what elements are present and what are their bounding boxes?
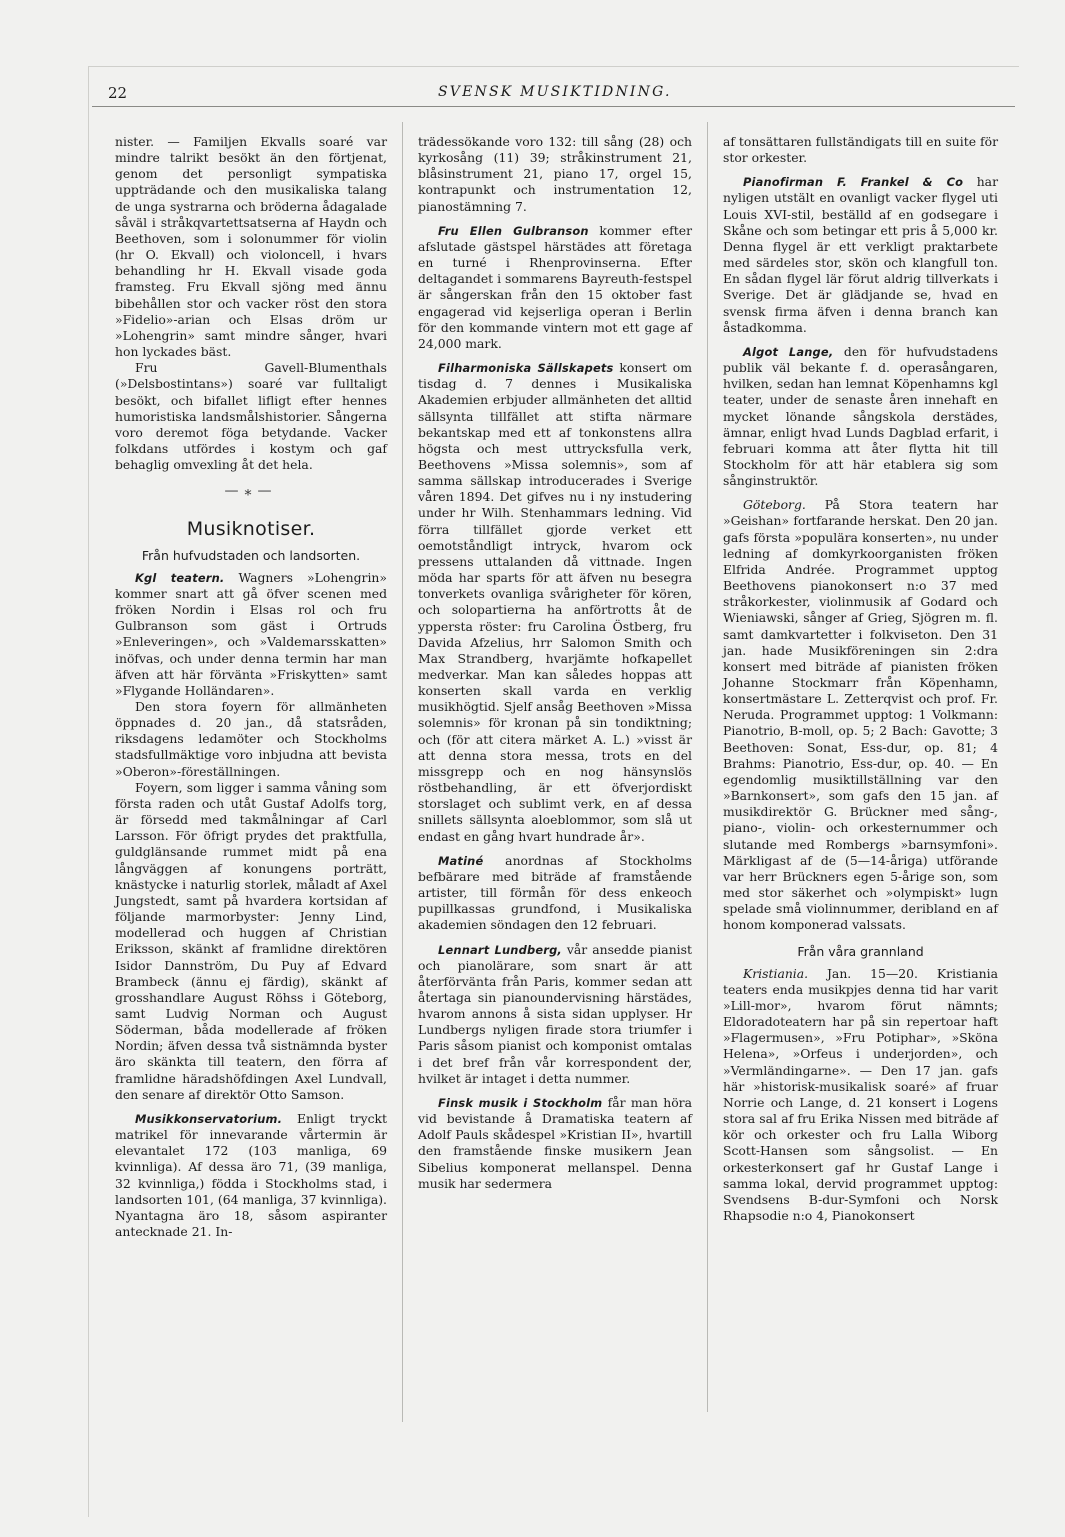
paragraph-lead: Göteborg.: [743, 497, 806, 513]
paragraph-text: den för hufvudstadens publik väl bekante f. d. operasångaren, hvilken, sedan han lemnat Köpenhamns kgl teater, under de senaste åren innehaft en mycket lönande sångskola derstädes, ämnar, enligt hvad Lunds Dagblad erfarit, i februari komma att åter flytta hit till Stockholm för att här etablera sig som sånginstruktör.: [723, 343, 998, 489]
column-2: [418, 134, 692, 1192]
column-3: [723, 134, 998, 1224]
paragraph: af tonsättaren fullständigats till en suite för stor orkester.: [723, 134, 998, 166]
paragraph-lead: Musikkonservatorium.: [135, 1111, 283, 1126]
paragraph: [418, 360, 692, 845]
paragraph-lead: Filharmoniska Sällskapets: [438, 361, 614, 376]
paragraph: [723, 497, 998, 933]
paragraph: Fru Gavell-Blumenthals (»Delsbostintans») soaré var fulltaligt besökt, och bifallet lifligt efter hennes humoristiska landsmålshistorier. Sångerna voro deremot föga betydande. Vacker folkdans utfördes i kostym och gaf behaglig omvexling åt det hela.: [115, 360, 387, 473]
subheading: Från våra grannland: [797, 943, 924, 959]
paragraph-text: Enligt tryckt matrikel för innevarande vårtermin är elevantalet 172 (103 manliga, 69 kvinnliga). Af dessa äro 71, (39 manliga, 32 kvinnliga,) födda i Stockholms stad, i landsorten 101, (64 manliga, 37 kvinnliga). Nyantagna äro 18, såsom aspiranter antecknade 21. In-: [115, 1110, 387, 1239]
header-rule: [92, 106, 1015, 107]
paragraph-lead: Kgl teatern.: [135, 570, 225, 585]
section-title: Musiknotiser.: [186, 518, 316, 541]
paragraph-text: har nyligen utstält en ovanligt vacker flygel uti Louis XVI-stil, beställd af en godsegare i Skåne och som betingar ett pris å 5,000 kr. Denna flygel är ett verkligt praktarbete med särdeles stor, skön och klangfull ton. En sådan flygel lär förut aldrig tillverkats i Sverige. Det är glädjande se, hvad en svensk firma äfven i denna branch kan åstadkomma.: [723, 174, 998, 335]
paragraph: trädessökande voro 132: till sång (28) och kyrkosång (11) 39; stråkinstrument 21, blåsinstrument 21, piano 17, orgel 15, kontrapunkt och instrumentation 12, pianostämning 7.: [418, 134, 692, 214]
column-rule: [402, 122, 403, 1422]
paragraph-lead: Matiné: [438, 853, 484, 868]
paragraph: [115, 570, 387, 699]
paragraph: Foyern, som ligger i samma våning som första raden och utåt Gustaf Adolfs torg, är försedd med takmålningar af Carl Larsson. För öfrigt prydes det praktfulla, guldglänsande rummet midt på ena långväggen af konungens porträtt, knästycke i naturlig storlek, måladt af Axel Jungstedt, samt på hvardera kortsidan af följande marmorbyster: Jenny Lind, modellerad och huggen af Christian Eriksson, skänkt af framlidne direktören Isidor Dannström, Du Puy af Edvard Brambeck (ännu ej färdig), skänkt af grosshandlare August Röhss i Göteborg, samt Ludvig Norman och August Söderman, båda modellerade af fröken Nordin; äfven dessa två sistnämnda byster äro skänkta till teatern, den förra af framlidne häradshöfdingen Axel Lundvall, den senare af direktör Otto Samson.: [115, 779, 387, 1102]
paragraph-text: kommer efter afslutade gästspel härstädes att företaga en turné i Rhenprovinserna. Efter deltagandet i sommarens Bayreuth-festspel är sångerskan från den 15 oktober fast engagerad vid kejserliga operan i Berlin för den kommande vintern mot ett gage af 24,000 mark.: [418, 222, 692, 351]
paragraph-text: får man höra vid bevistande å Dramatiska teatern af Adolf Pauls skådespel »Kristian II», hvartill den framstående finske musikern Jean Sibelius komponerat mellanspel. Denna musik har sedermera: [418, 1094, 692, 1191]
paragraph-text: På Stora teatern har »Geishan» fortfarande herskat. Den 20 jan. gafs första »populära konserten», nu under ledning af domkyrkoorganisten fröken Elfrida Andrée. Programmet upptog Beethovens pianokonsert n:o 37 med stråkorkester, violinmusik af Godard och Wieniawski, sånger af Grieg, Sjögren m. fl. samt damkvartetter i folkviseton. Den 31 jan. hade Musikföreningen sin 2:dra konsert med biträde af pianisten fröken Johanne Stockmarr från Köpenhamn, konsertmästare L. Zetterqvist och prof. Fr. Neruda. Programmet upptog: 1 Volkmann: Pianotrio, B-moll, op. 5; 2 Bach: Gavotte; 3 Beethoven: Sonat, Ess-dur, op. 81; 4 Brahms: Pianotrio, Ess-dur, op. 40. — En egendomlig musiktillställning var den »Barnkonsert», som gafs den 15 jan. af musikdirektör G. Brückner med sång-, piano-, violin- och orkesternummer och slutande med Rombergs »barnsymfoni». Märkligast af de (5—14-åriga) utförande var herr Brückners egen 5-årige son, som med stor säkerhet och »olympiskt» lugn spelade små violinnummer, deribland en af honom komponerad valssats.: [723, 497, 998, 933]
paragraph: [723, 344, 998, 489]
column-1: [115, 134, 387, 1240]
page-number: 22: [108, 84, 128, 102]
paragraph: [723, 966, 998, 1225]
paragraph-text: Wagners »Lohengrin» kommer snart att gå öfver scenen med fröken Nordin i Elsas rol och fru Gulbranson som gäst i Ortruds »Enleveringen», och »Valdemarsskatten» inöfvas, och under denna termin har man äfven att här förvänta »Friskytten» samt »Flygande Holländaren».: [115, 569, 387, 698]
paragraph-text: anordnas af Stockholms befbärare med biträde af framstående artister, till förmån för dess enkeoch pupillkassas grundfond, i Musikaliska akademien söndagen den 12 februari.: [418, 852, 692, 933]
paragraph-lead: Pianofirman F. Frankel & Co: [743, 175, 964, 190]
paragraph-lead: Lennart Lundberg,: [438, 942, 562, 957]
paragraph: [418, 942, 692, 1087]
paragraph-lead: Finsk musik i Stockholm: [438, 1095, 603, 1110]
paragraph: [418, 853, 692, 934]
running-head: SVENSK MUSIKTIDNING.: [438, 84, 672, 100]
paragraph-lead: Algot Lange,: [743, 344, 834, 359]
paragraph: [723, 174, 998, 336]
column-rule: [707, 122, 708, 1412]
paragraph-lead: Kristiania.: [743, 965, 809, 981]
ornament-divider: —⁎—: [224, 483, 278, 500]
paragraph-lead: Fru Ellen Gulbranson: [438, 223, 589, 238]
paragraph: nister. — Familjen Ekvalls soaré var mindre talrikt besökt än den förtjenat, genom det personligt sympatiska uppträdande och den musikaliska talang de unga systrarna och bröderna ådagalade såväl i stråkqvartettsatserna af Haydn och Beethoven, som i solonummer för violin (hr O. Ekvall) och violoncell, i hvars behandling hr H. Ekvall visade goda framsteg. Fru Ekvall sjöng med ännu bibehållen stor och vacker röst den stora »Fidelio»-arian och Elsas dröm ur »Lohengrin» samt mindre sånger, hvari hon lyckades bäst.: [115, 134, 387, 360]
paragraph-text: vår ansedde pianist och pianolärare, som snart är att återförvänta från Paris, kommer sedan att återtaga sin pianoundervisning härstädes, hvarom annons å sista sidan upplyser. Hr Lundbergs nyligen firade stora triumfer i Paris såsom pianist och komponist omtalas i det bref från vår korrespondent der, hvilket är intaget i detta nummer.: [418, 941, 692, 1086]
paragraph: [418, 1095, 692, 1192]
paragraph-text: konsert om tisdag d. 7 dennes i Musikaliska Akademien erbjuder allmänheten det alltid sällsynta tillfället att stifta närmare bekantskap med ett af tonkonstens allra högsta och mest uttrycksfulla verk, Beethovens »Missa solemnis», som af samma sällskap introducerades i Sverige våren 1894. Det gifves nu i ny instudering under hr Wilh. Stenhammars ledning. Vid förra tillfället gjorde verket ett oemotståndligt intryck, hvarom ock pressens uttalanden då vittnade. Ingen möda har sparts för att äfven nu besegra tonverkets ovanliga svårigheter för kören, och solopartierna ha anförtrotts åt de yppersta röster: fru Carolina Östberg, fru Davida Afzelius, hrr Salomon Smith och Max Strandberg, hvarjämte hofkapellet medverkar. Man kan således hoppas att konserten skall varda en verklig musikhögtid. Sjelf ansåg Beethoven »Missa solemnis» för kronan på sin tondiktning; och (för att citera märket A. L.) »visst är att denna stora messa, trots en del missgrepp och en nog hänsynslös röstbehandling, är ett öfverjordiskt storslaget och sublimt verk, en af dessa snillets sällsynta aloeblommor, som slå ut endast en gång hvart hundrade år».: [418, 360, 692, 844]
paragraph: [418, 223, 692, 352]
subheading: Från hufvudstaden och landsorten.: [141, 547, 361, 563]
paragraph: [115, 1111, 387, 1240]
paragraph: Den stora foyern för allmänheten öppnades d. 20 jan., då statsråden, riksdagens ledamöter och Stockholms stadsfullmäktige voro inbjudna att bevista »Oberon»-föreställningen.: [115, 699, 387, 779]
paragraph-text: Jan. 15—20. Kristiania teaters enda musikpjes denna tid har varit »Lill-mor», hvarom förut nämnts; Eldoradoteatern har på sin repertoar haft »Flagermusen», »Fru Potiphar», »Sköna Helena», »Orfeus i underjorden», och »Vermländingarne». — Den 17 jan. gafs här »historisk-musikalisk soaré» af fruar Norrie och Lange, d. 21 konsert i Logens stora sal af fru Erika Nissen med biträde af kör och orkester och fru Lalla Wiborg Scott-Hansen som sångsolist. — En orkesterkonsert gaf hr Gustaf Lange i samma lokal, dervid programmet upptog: Svendsens B-dur-Symfoni och Norsk Rhapsodie n:o 4, Pianokonsert: [723, 965, 998, 1223]
